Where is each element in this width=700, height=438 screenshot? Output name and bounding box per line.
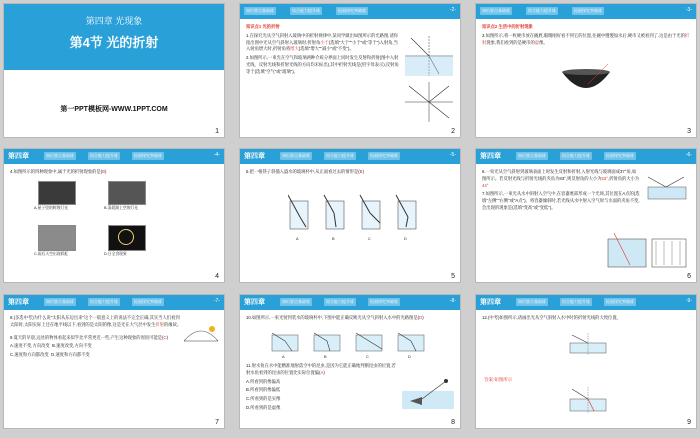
question-8b: 的缘故。 bbox=[163, 321, 182, 327]
slide-number: 2 bbox=[451, 128, 455, 135]
tab-improve[interactable]: 综合能力提升练 bbox=[528, 8, 556, 13]
tab-basic[interactable]: 知识要点基础练 bbox=[282, 299, 310, 304]
question-3b: 现象,我们看到的是硬币的 bbox=[486, 39, 535, 45]
question-8: 8.(多选中考)为什么说"太阳从东边出来"这个一般意义上的说法不完全正确,其实当人们看到太阳时,太阳实际上还在地平线以下,看到的是太阳的像,这是光在大气层中发生 bbox=[10, 315, 180, 327]
tab-explore[interactable]: 拓展探究突破练 bbox=[574, 8, 602, 13]
slide-number: 8 bbox=[451, 419, 455, 426]
question-2c: (选填"空气"或"玻璃")。 bbox=[254, 68, 298, 74]
tab-explore[interactable]: 拓展探究突破练 bbox=[606, 299, 634, 304]
question-2b: (用字母表示),反射角等于 bbox=[246, 61, 399, 74]
page-indicator: -9- bbox=[685, 298, 692, 304]
answer: B bbox=[102, 169, 106, 174]
light-path-options bbox=[270, 331, 430, 353]
answer: B bbox=[359, 169, 363, 174]
slide-number: 3 bbox=[687, 128, 691, 135]
answer: 小于 bbox=[320, 39, 329, 45]
tab-basic[interactable]: 知识要点基础练 bbox=[518, 153, 546, 158]
chapter-label: 第四章 bbox=[244, 153, 265, 160]
question-3c: 像。 bbox=[539, 39, 548, 45]
credit-text: 第一PPT模板网-WWW.1PPT.COM bbox=[60, 106, 168, 113]
answer: 折射 bbox=[482, 32, 690, 45]
slide-8[interactable]: 第四章 知识要点基础练 综合能力提升练 拓展探究突破练 -8- 10.如图所示,一束光射到装水的玻璃杯中,下图中能正确反映光从空气斜射入水中的光路图是(D) A B C D 11.射水鱼在水中能精准地射落空中的昆虫,是因为它能正确地判断昆虫的位置,若射水鱼看到的昆虫的位置比实际位置偏(A) A.所看到的像偏高 B.所看到的像偏低 C.所看到的是实像 D.所看到的是虚像 8 bbox=[240, 295, 460, 428]
answer-label: 答案:如图所示 bbox=[484, 377, 513, 382]
answer: 44° bbox=[482, 182, 489, 188]
glass-chopstick-options bbox=[288, 193, 418, 233]
photo-b bbox=[108, 181, 146, 205]
knowledge-tag: 知识点1 光的折射 bbox=[246, 24, 280, 29]
tab-explore[interactable]: 拓展探究突破练 bbox=[134, 153, 162, 158]
option-a: A bbox=[282, 355, 285, 359]
option-a: A.屋子里的辉煌灯光 bbox=[34, 206, 68, 210]
question-3: 3.如图所示,将一枚硬币放在碗底,眼睛刚好看不到它的位置,往碗中慢慢加水后,硬币又被看到了,这是由于光的 bbox=[482, 32, 685, 38]
tab-improve[interactable]: 综合能力提升练 bbox=[90, 299, 118, 304]
archer-fish-diagram bbox=[402, 377, 454, 409]
option-c: C.雨后天空出现彩虹 bbox=[34, 252, 69, 256]
knowledge-tag: 知识点2 生活中的折射现象 bbox=[482, 24, 533, 29]
slide-number: 5 bbox=[451, 273, 455, 280]
section-title: 第4节 光的折射 bbox=[69, 35, 159, 50]
slide-3[interactable] bbox=[476, 4, 696, 137]
question-12: 12.(中考)如图所示,请画出光从空气斜射入水中时的折射光线的大致位置。 bbox=[482, 315, 621, 320]
page-indicator: -8- bbox=[449, 298, 456, 304]
option-c: C.速度和方向都改变 bbox=[10, 352, 49, 358]
chapter-title: 第四章 光现象 bbox=[85, 16, 143, 26]
option-d: D bbox=[408, 355, 411, 359]
question-6: 6.一束光从空气斜射到玻璃表面上时发生反射和折射,入射光线与玻璃面成37°角,如图所示。若反射光线与折射光线的夹角为83°,则反射角的大小为 bbox=[482, 169, 637, 181]
slide-9[interactable] bbox=[476, 295, 696, 428]
option-b: B.速度改变,方向不变 bbox=[52, 343, 92, 349]
option-b: B bbox=[332, 237, 335, 241]
option-d: D.速度和方向都不变 bbox=[51, 352, 90, 358]
photo-c bbox=[38, 225, 76, 251]
tab-basic[interactable]: 知识要点基础练 bbox=[46, 299, 74, 304]
slide-5[interactable]: 第四章 知识要点基础练 综合能力提升练 拓展探究突破练 -5- 5.把一根筷子斜插入盛水的玻璃杯中,从正面看过去的情形是(B) A B C D 5 bbox=[240, 149, 460, 282]
chapter-label: 第四章 bbox=[244, 299, 265, 306]
slide-7[interactable]: 第四章 知识要点基础练 综合能力提升练 拓展探究突破练 -7- 8.(多选中考)为什么说"太阳从东边出来"这个一般意义上的说法不完全正确,其实当人们看到太阳时,太阳实际上还在地平线以下,看到的是太阳的像,这是光在大气层中发生折射的缘故。 9.夏天的早晨,远处的物体看起来似乎比平常更近一些,产生这种现象的原因可能是(C) A.速度不变,方向改变 B.速度改变,方向不变 C.速度和方向都改变 D.速度和方向都不变 7 bbox=[4, 295, 224, 428]
slide-header bbox=[4, 295, 224, 310]
chapter-label: 第四章 bbox=[8, 153, 29, 160]
question-5: 5.把一根筷子斜插入盛水的玻璃杯中,从正面看过去的情形是 bbox=[246, 169, 359, 174]
tab-basic[interactable]: 知识要点基础练 bbox=[246, 8, 274, 13]
answer: D bbox=[419, 315, 423, 320]
water-container-diagram bbox=[606, 231, 688, 271]
photo-a bbox=[38, 181, 76, 205]
bowl-coin-diagram bbox=[558, 62, 614, 102]
slide-6[interactable] bbox=[476, 149, 696, 282]
option-c: C bbox=[368, 237, 371, 241]
question-10: 10.如图所示,一束光射到装水的玻璃杯中,下图中能正确反映光从空气斜射入水中的光路图是 bbox=[246, 315, 418, 320]
question-diagram bbox=[568, 333, 608, 355]
tab-explore[interactable]: 拓展探究突破练 bbox=[370, 153, 398, 158]
page-indicator: -5- bbox=[449, 152, 456, 158]
question-11: 11.射水鱼在水中能精准地射落空中的昆虫,是因为它能正确地判断昆虫的位置,若射水鱼看到的昆虫的位置比实际位置偏 bbox=[246, 363, 396, 375]
option-b: B.所看到的像偏低 bbox=[246, 387, 281, 393]
page-indicator: -3- bbox=[685, 7, 692, 13]
slide-header bbox=[476, 295, 696, 310]
page-indicator: -6- bbox=[685, 152, 692, 158]
slide-4[interactable]: 第四章 知识要点基础练 综合能力提升练 拓展探究突破练 -4- 4.如图所示的四种现象中,属于光的折射现象的是(B) A.屋子里的辉煌灯光 B.清晨湖上空的灯光 C.雨后天空出现彩虹 D.日全食现象 4 bbox=[4, 149, 224, 282]
option-d: D.日全食现象 bbox=[104, 252, 127, 256]
slide-header bbox=[476, 4, 696, 19]
page-indicator: -2- bbox=[449, 7, 456, 13]
eclipse-ring bbox=[118, 229, 134, 245]
option-a: A.所看到的像偏高 bbox=[246, 378, 281, 384]
answer: 折射 bbox=[155, 321, 164, 327]
question-7b: (选填"左侧""右侧"或"A点")。将容器倾斜时,若光线从水中射入空气时与水面的夹角不变,会出现的现象是 bbox=[482, 191, 640, 210]
question-1: 1.在探究光从空气斜射入玻璃中的折射规律中,某同学做出如图所示的光路图,请你指出图中光从空气斜射入玻璃时,折射角 bbox=[246, 32, 399, 45]
tab-explore[interactable]: 拓展探究突破练 bbox=[370, 299, 398, 304]
refraction-diagram-2 bbox=[405, 82, 453, 122]
tab-basic[interactable]: 知识要点基础练 bbox=[482, 8, 510, 13]
option-b: B.清晨湖上空的灯光 bbox=[104, 206, 138, 210]
chapter-label: 第四章 bbox=[8, 299, 29, 306]
tab-improve[interactable]: 综合能力提升练 bbox=[326, 153, 354, 158]
question-1b: (选填"大于""小于"或"等于")入射角,当入射角增大时,折射角将 bbox=[246, 39, 398, 52]
option-a: A.速度不变,方向改变 bbox=[10, 343, 50, 349]
tab-improve[interactable]: 综合能力提升练 bbox=[326, 299, 354, 304]
slide-number: 7 bbox=[215, 419, 219, 426]
question-7c: (选填"变高"或"变低")。 bbox=[512, 204, 556, 210]
slide-header bbox=[476, 149, 696, 164]
answer: 增大 bbox=[290, 46, 299, 52]
option-d: D.所看到的是虚像 bbox=[246, 404, 281, 410]
slide-number: 1 bbox=[215, 128, 219, 135]
question-6b: ,折射角的大小为 bbox=[607, 175, 640, 181]
slide-number: 6 bbox=[687, 273, 691, 280]
tab-improve[interactable]: 综合能力提升练 bbox=[90, 153, 118, 158]
option-d: D bbox=[404, 237, 407, 241]
chapter-label: 第四章 bbox=[480, 153, 501, 160]
question-2: 2.如图所示,一束光在空气和玻璃两种介质分界面上同时发生反射和折射(图中入射光线、反射光线和折射光线的方向均未标出),其中折射光线是 bbox=[246, 55, 399, 67]
question-1c: (选填"增大""减小"或"不变")。 bbox=[298, 46, 354, 52]
refraction-diagram-1 bbox=[405, 36, 453, 76]
tab-basic[interactable]: 知识要点基础练 bbox=[282, 153, 310, 158]
tab-basic[interactable]: 知识要点基础练 bbox=[518, 299, 546, 304]
question-7: 7.如图所示,一束光从水中斜射入空气中,在容器底部形成一个光斑,其位置在A点的 bbox=[482, 191, 634, 197]
slide-header bbox=[240, 149, 460, 164]
answer: 虚 bbox=[534, 39, 540, 45]
option-c: C.所看到的是实像 bbox=[246, 396, 281, 402]
tab-explore[interactable]: 拓展探究突破练 bbox=[606, 153, 634, 158]
tab-explore[interactable]: 拓展探究突破练 bbox=[338, 8, 366, 13]
chapter-label: 第四章 bbox=[480, 299, 501, 306]
tab-improve[interactable]: 综合能力提升练 bbox=[562, 153, 590, 158]
slide-1-title[interactable] bbox=[4, 4, 224, 137]
sunrise-diagram bbox=[182, 319, 220, 349]
option-c: C bbox=[366, 355, 369, 359]
slide-number: 9 bbox=[687, 419, 691, 426]
slide-header bbox=[4, 149, 224, 164]
answer: C bbox=[163, 334, 167, 340]
question-9: 9.夏天的早晨,远处的物体看起来似乎比平常更近一些,产生这种现象的原因可能是 bbox=[10, 334, 163, 340]
option-b: B bbox=[324, 355, 327, 359]
page-indicator: -7- bbox=[213, 298, 220, 304]
answer: 53° bbox=[601, 175, 608, 181]
question-4: 4.如图所示的四种现象中,属于光的折射现象的是 bbox=[10, 169, 101, 174]
tab-improve[interactable]: 综合能力提升练 bbox=[562, 299, 590, 304]
glass-surface-diagram bbox=[644, 175, 690, 201]
answer-diagram bbox=[568, 387, 608, 413]
slide-number: 4 bbox=[215, 273, 219, 280]
tab-improve[interactable]: 综合能力提升练 bbox=[292, 8, 320, 13]
page-indicator: -4- bbox=[213, 152, 220, 158]
answer: A bbox=[320, 369, 324, 375]
tab-explore[interactable]: 拓展探究突破练 bbox=[134, 299, 162, 304]
slide-header bbox=[240, 295, 460, 310]
slide-header bbox=[240, 4, 460, 19]
slide-2[interactable] bbox=[240, 4, 460, 137]
option-a: A bbox=[296, 237, 299, 241]
tab-basic[interactable]: 知识要点基础练 bbox=[46, 153, 74, 158]
